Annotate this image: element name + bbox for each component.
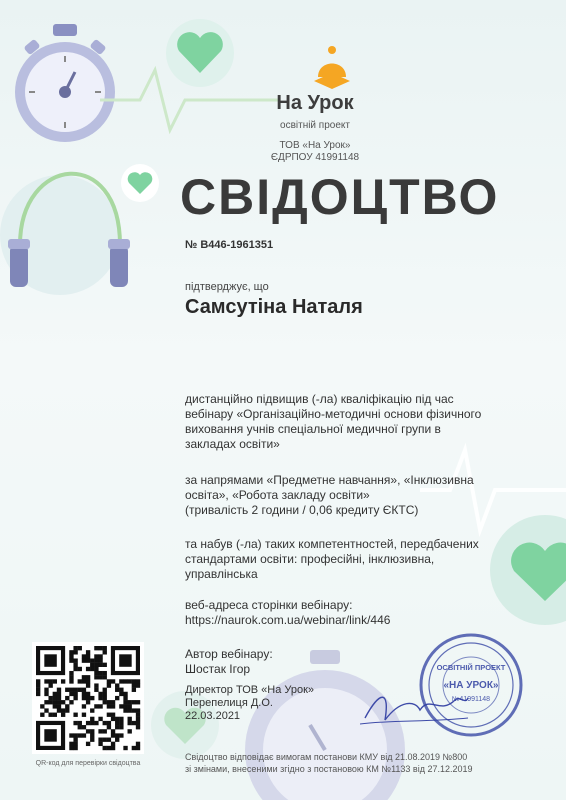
- qr-code-graphic: [32, 642, 144, 754]
- author-name: Шостак Ігор: [185, 662, 251, 676]
- recipient-name: Самсутіна Наталя: [185, 296, 363, 318]
- author-label: Автор вебінару:: [185, 647, 273, 661]
- competencies-line: управлінська: [185, 567, 258, 581]
- competencies-paragraph: [185, 537, 525, 582]
- training-paragraph: [185, 392, 525, 452]
- legal-footer: [185, 751, 545, 775]
- certificate-number: № В446-1961351: [185, 239, 274, 251]
- logo-subtitle: освітній проект: [280, 120, 350, 131]
- training-line: дистанційно підвищив (-ла) кваліфікацію під час: [185, 392, 454, 406]
- official-stamp: [416, 630, 526, 745]
- directions-paragraph: [185, 473, 525, 518]
- jump-rope-illustration: [0, 135, 150, 305]
- qr-code[interactable]: [32, 642, 144, 754]
- footer-line: Свідоцтво відповідає вимогам постанови КМУ від 21.08.2019 №800: [185, 752, 468, 762]
- logo-title: На Урок: [276, 92, 354, 114]
- certificate-title: СВІДОЦТВО: [180, 169, 500, 225]
- directions-line: освіта», «Робота закладу освіти»: [185, 488, 370, 502]
- competencies-line: та набув (-ла) таких компетентностей, передбачених: [185, 537, 479, 551]
- footer-line: зі змінами, внесеними згідно з постановою КМ №1133 від 27.12.2019: [185, 764, 473, 774]
- issue-date: 22.03.2021: [185, 710, 241, 722]
- webpage-link[interactable]: https://naurok.com.ua/webinar/link/446: [185, 613, 391, 627]
- training-line: закладах освіти»: [185, 437, 280, 451]
- director-block: [185, 684, 314, 723]
- company-name: ТОВ «На Урок»: [279, 140, 351, 151]
- competencies-line: стандартами освіти: професійні, інклюзивна,: [185, 552, 435, 566]
- stamp-center-text: «НА УРОК»: [443, 680, 499, 691]
- director-title: Директор ТОВ «На Урок»: [185, 684, 315, 696]
- company-code: ЄДРПОУ 41991148: [270, 152, 360, 163]
- stamp-top-text: ОСВІТНІЙ ПРОЕКТ: [436, 663, 506, 672]
- webpage-label: веб-адреса сторінки вебінару:: [185, 598, 353, 612]
- confirms-text: підтверджує, що: [185, 281, 269, 293]
- directions-line: (тривалість 2 години / 0,06 кредиту ЄКТС): [185, 503, 419, 517]
- bell-logo-icon: [312, 45, 352, 91]
- stamp-code: №41991148: [451, 696, 491, 703]
- directions-line: за напрямами «Предметне навчання», «Інклюзивна: [185, 473, 474, 487]
- qr-caption: QR-код для перевірки свідоцтва: [35, 760, 141, 767]
- webpage-block: [185, 598, 525, 628]
- heart-icon: [165, 18, 235, 88]
- company-info: [255, 140, 375, 164]
- director-name: Перепелиця Д.О.: [185, 697, 273, 709]
- training-line: виховання учнів спеціальної медичної групи в: [185, 422, 441, 436]
- training-line: вебінару «Організаційно-методичні основи фізичного: [185, 407, 482, 421]
